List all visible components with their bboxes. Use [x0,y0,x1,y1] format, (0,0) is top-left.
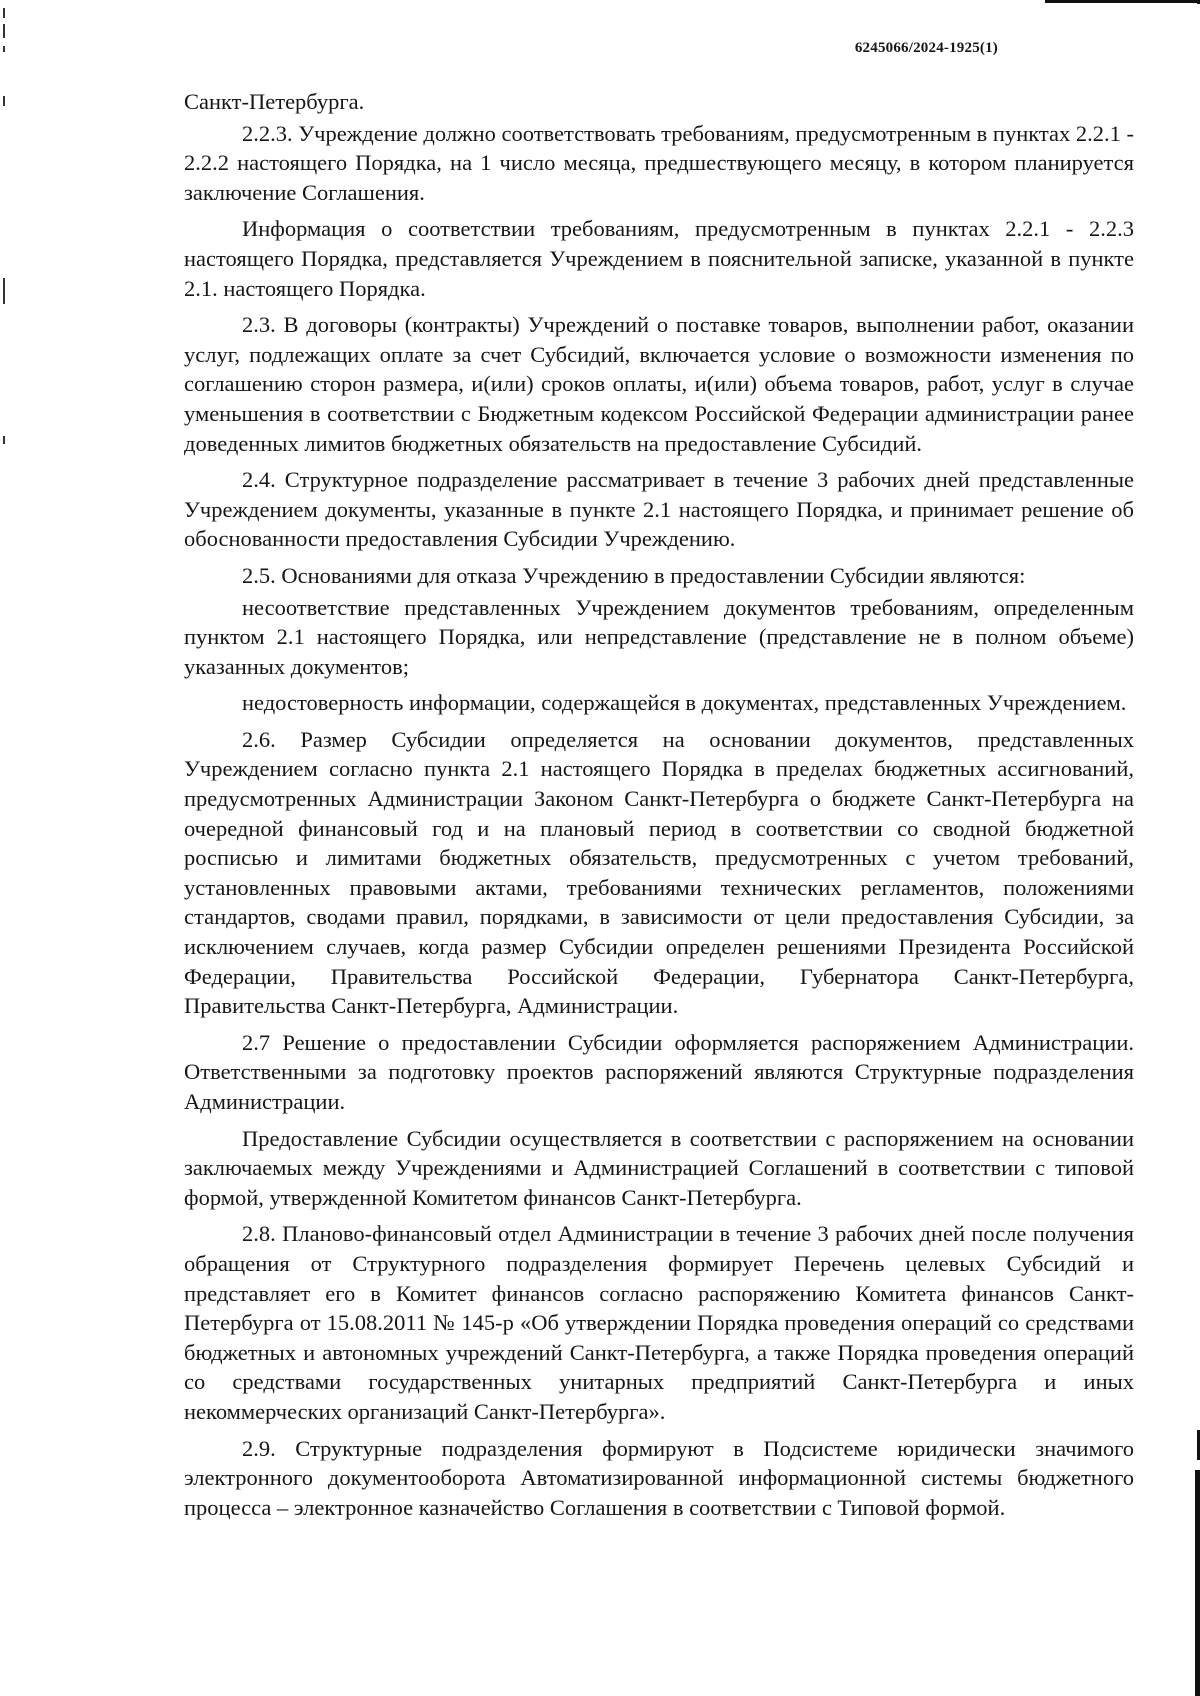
scan-edge-right [1194,0,1200,1696]
document-body [184,87,1134,1524]
scan-edge-left [3,0,5,1696]
scan-edge-top [1045,0,1200,3]
paragraph-2-2-3: 2.2.3. Учреждение должно соответствовать требованиям, предусмотренным в пунктах 2.2.1 - 2.2.2 настоящего Порядка, на 1 число месяца, предшествующего месяцу, в котором планируется заключение Соглашения. [184,120,1134,205]
paragraph-2-4: 2.4. Структурное подразделение рассматривает в течение 3 рабочих дней представленные Учреждением документы, указанные в пункте 2.1 настоящего Порядка, и принимает решение об обоснованности предоставления Субсидии Учреждению. [184,467,1134,552]
paragraph-refusal-reason-2: недостоверность информации, содержащейся в документах, представленных Учреждением. [242,690,1127,716]
paragraph-compliance-info: Информация о соответствии требованиям, предусмотренным в пунктах 2.2.1 - 2.2.3 настоящего Порядка, представляется Учреждением в пояснительной записке, указанной в пункте 2.1. настоящего Порядка. [184,216,1134,301]
paragraph-continuation: Санкт-Петербурга. [184,89,365,114]
paragraph-refusal-reason-1: несоответствие представленных Учреждением документов требованиям, определенным пунктом 2.1 настоящего Порядка, или непредставление (представление не в полном объеме) указанных документов; [184,594,1134,679]
paragraph-subsidy-provision: Предоставление Субсидии осуществляется в соответствии с распоряжением на основании заключаемых между Учреждениями и Администрацией Соглашений в соответствии с типовой формой, утвержденной Комитетом финансов Санкт-Петербурга. [184,1125,1134,1210]
document-number: 6245066/2024-1925(1) [854,40,998,56]
paragraph-2-6: 2.6. Размер Субсидии определяется на основании документов, представленных Учреждением согласно пункта 2.1 настоящего Порядка в пределах бюджетных ассигнований, предусмотренных Администрации Законом Санкт-Петербурга о бюджете Санкт-Петербурга на очередной финансовый год и на плановый период в соответствии со сводной бюджетной росписью и лимитами бюджетных обязательств, предусмотренных с учетом требований, установленных правовыми актами, требованиями технических регламентов, положениями стандартов, сводами правил, порядками, в зависимости от цели предоставления Субсидии, за исключением случаев, когда размер Субсидии определен решениями Президента Российской Федерации, Правительства Российской Федерации, Губернатора Санкт-Петербурга, Правительства Санкт-Петербурга, Администрации. [184,726,1134,1019]
paragraph-2-8: 2.8. Планово-финансовый отдел Администрации в течение 3 рабочих дней после получения обращения от Структурного подразделения формирует Перечень целевых Субсидий и представляет его в Комитет финансов согласно распоряжению Комитета финансов Санкт-Петербурга от 15.08.2011 № 145-р «Об утверждении Порядка проведения операций со средствами бюджетных и автономных учреждений Санкт-Петербурга, а также Порядка проведения операций со средствами государственных унитарных предприятий Санкт-Петербурга и иных некоммерческих организаций Санкт-Петербурга». [184,1221,1134,1424]
paragraph-2-9: 2.9. Структурные подразделения формируют в Подсистеме юридически значимого электронного документооборота Автоматизированной информационной системы бюджетного процесса – электронное казначейство Соглашения в соответствии с Типовой формой. [184,1435,1134,1520]
paragraph-2-3: 2.3. В договоры (контракты) Учреждений о поставке товаров, выполнении работ, оказании услуг, подлежащих оплате за счет Субсидий, включается условие о возможности изменения по соглашению сторон размера, и(или) сроков оплаты, и(или) объема товаров, работ, услуг в случае уменьшения в соответствии с Бюджетным кодексом Российской Федерации администрации ранее доведенных лимитов бюджетных обязательств на предоставление Субсидий. [184,312,1134,456]
paragraph-2-5: 2.5. Основаниями для отказа Учреждению в предоставлении Субсидии являются: [242,562,1026,588]
paragraph-2-7: 2.7 Решение о предоставлении Субсидии оформляется распоряжением Администрации. Ответственными за подготовку проектов распоряжений являются Структурные подразделения Администрации. [184,1029,1134,1114]
